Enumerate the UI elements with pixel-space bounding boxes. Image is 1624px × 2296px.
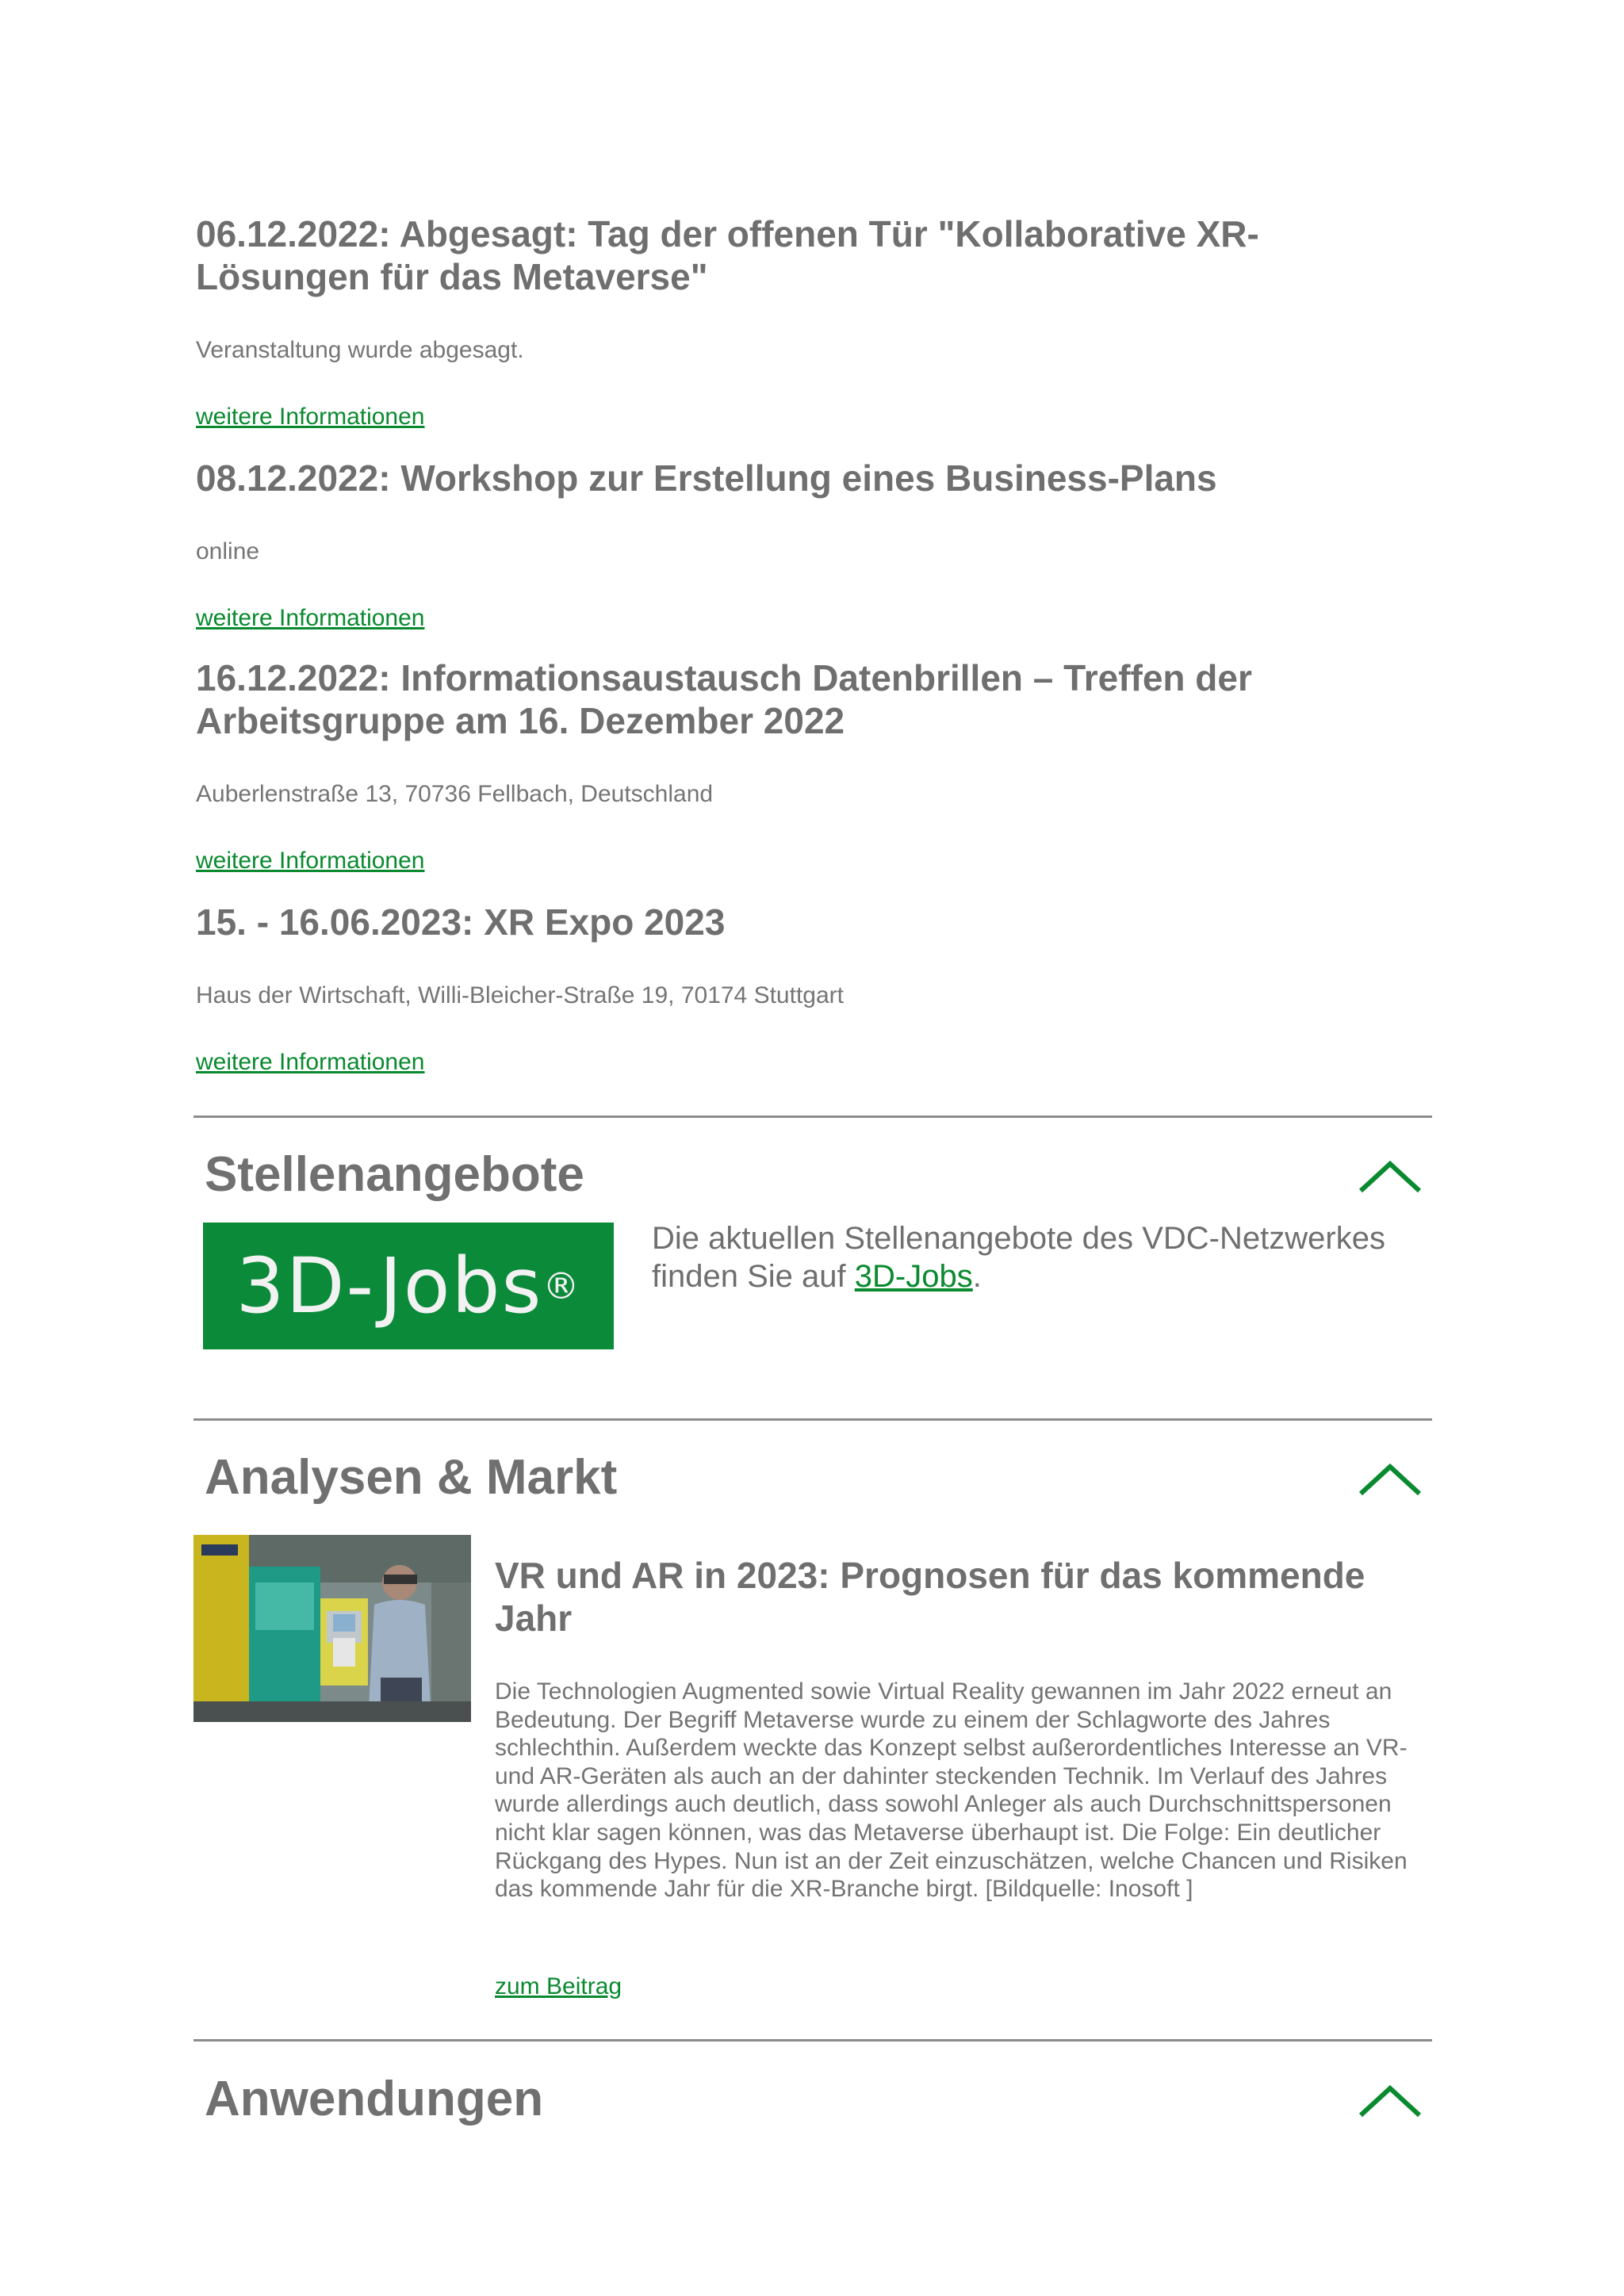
article-body: Die Technologien Augmented sowie Virtual Reality gewannen im Jahr 2022 erneut an Bedeutung. Der Begriff Metaverse wurde zu einem der Schlagworte des Jahres schlechthin. Außerdem weckte das Konzept selbst außerordentliches Interesse an VR- und AR-Geräten als auch an der dahinter steckenden Technik. Im Verlauf des Jahres wurde allerdings auch deutlich, dass sowohl Anleger als auch Durchschnittspersonen nicht klar sagen können, was das Metaverse überhaupt ist. Die Folge: Ein deutlicher Rückgang des Hypes. Nun ist an der Zeit einzuschätzen, welche Chancen und Risiken das kommende Jahr für die XR-Branche birgt. [Bildquelle: Inosoft ] xyxy=(495,1678,1408,1903)
event-location: online xyxy=(196,538,260,564)
event-item xyxy=(196,457,1433,631)
event-location: Auberlenstraße 13, 70736 Fellbach, Deutschland xyxy=(196,781,714,807)
event-title-line: 15. - 16.06.2023: XR Expo 2023 xyxy=(196,901,726,943)
section-title-analysis: Analysen & Markt xyxy=(205,1450,618,1505)
event-title xyxy=(196,656,1433,742)
event-title xyxy=(196,457,1433,499)
event-location: Haus der Wirtschaft, Willi-Bleicher-Straße 19, 70174 Stuttgart xyxy=(196,982,844,1008)
event-title-line: 08.12.2022: Workshop zur Erstellung eines Business-Plans xyxy=(196,457,1217,499)
article-link[interactable]: zum Beitrag xyxy=(495,1973,622,1999)
chevron-up-icon[interactable] xyxy=(1358,1156,1423,1196)
section-title-applications: Anwendungen xyxy=(205,2072,544,2126)
jobs-description xyxy=(652,1219,1413,1295)
article-image[interactable] xyxy=(193,1535,471,1722)
event-more-link[interactable]: weitere Informationen xyxy=(196,848,425,874)
chevron-up-icon[interactable] xyxy=(1358,2080,1423,2120)
event-title-line: 16.12.2022: Informationsaustausch Datenbrillen – Treffen der xyxy=(196,657,1252,698)
event-location: Veranstaltung wurde abgesagt. xyxy=(196,337,524,363)
section-divider xyxy=(193,1115,1432,1118)
event-more-link[interactable]: weitere Informationen xyxy=(196,1049,425,1075)
event-item xyxy=(196,212,1433,430)
event-title-line: Arbeitsgruppe am 16. Dezember 2022 xyxy=(196,700,845,741)
event-item xyxy=(196,656,1433,874)
3d-jobs-logo[interactable] xyxy=(203,1223,614,1349)
section-title-jobs: Stellenangebote xyxy=(205,1147,584,1202)
event-more-link[interactable]: weitere Informationen xyxy=(196,605,425,631)
event-title xyxy=(196,212,1433,298)
event-title-line: Lösungen für das Metaverse" xyxy=(196,256,708,297)
event-title-line: 06.12.2022: Abgesagt: Tag der offenen Tür "Kollaborative XR- xyxy=(196,213,1259,254)
section-divider xyxy=(193,2039,1432,2042)
jobs-link[interactable]: 3D-Jobs xyxy=(854,1259,973,1294)
3d-jobs-logo-text: 3D-Jobs xyxy=(236,1242,543,1330)
event-more-link[interactable]: weitere Informationen xyxy=(196,404,425,430)
chevron-up-icon[interactable] xyxy=(1358,1459,1423,1498)
article-title: VR und AR in 2023: Prognosen für das kommende Jahr xyxy=(495,1555,1365,1639)
registered-mark: ® xyxy=(542,1265,581,1307)
section-divider xyxy=(193,1418,1432,1421)
jobs-text-end: . xyxy=(972,1259,982,1294)
jobs-text: Die aktuellen Stellenangebote des VDC-Netzwerkes finden Sie auf xyxy=(652,1221,1385,1294)
event-title xyxy=(196,901,1433,943)
event-item xyxy=(196,901,1433,1075)
